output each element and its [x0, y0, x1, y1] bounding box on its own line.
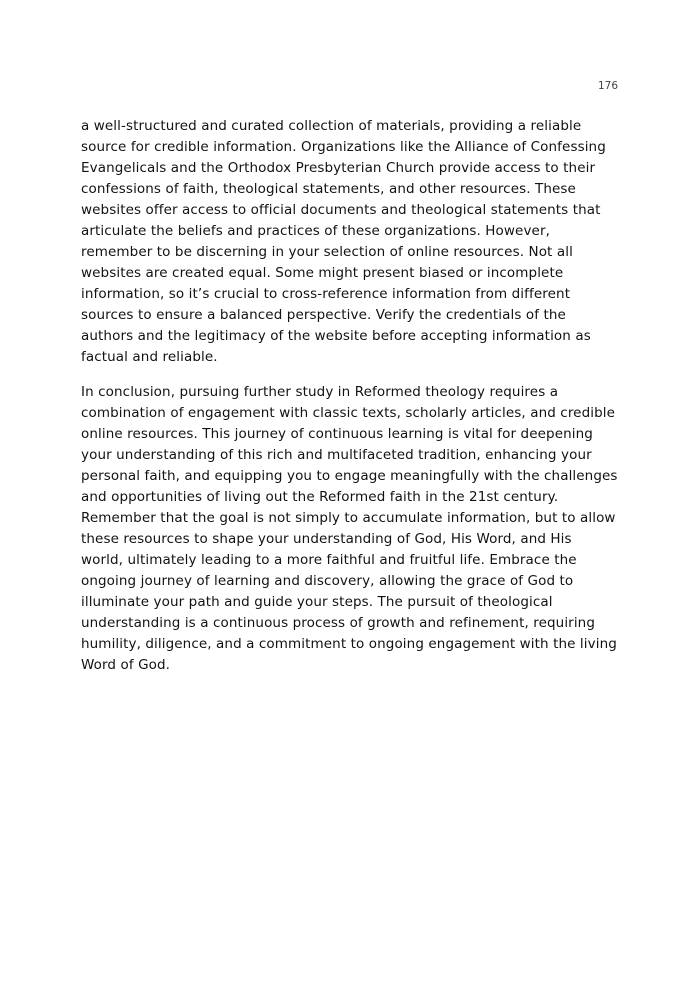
page-number: 176	[597, 80, 618, 92]
paragraph: a well-structured and curated collection of materials, providing a reliable source for credible information. Organizations like the Alliance of Confessing Evangelicals and the Orthodox Presbyterian Church provide access to their confessions of faith, theological statements, and other resources. These websites offer access to official documents and theological statements that articulate the beliefs and practices of these organizations. However, remember to be discerning in your selection of online resources. Not all websites are created equal. Some might present biased or incomplete information, so it’s crucial to cross-reference information from different sources to ensure a balanced perspective. Verify the credentials of the authors and the legitimacy of the website before accepting information as factual and reliable.	[81, 118, 606, 365]
page-body-text	[81, 116, 618, 676]
paragraph: In conclusion, pursuing further study in Reformed theology requires a combination of engagement with classic texts, scholarly articles, and credible online resources. This journey of continuous learning is vital for deepening your understanding of this rich and multifaceted tradition, enhancing your personal faith, and equipping you to engage meaningfully with the challenges and opportunities of living out the Reformed faith in the 21st century. Remember that the goal is not simply to accumulate information, but to allow these resources to shape your understanding of God, His Word, and His world, ultimately leading to a more faithful and fruitful life. Embrace the ongoing journey of learning and discovery, allowing the grace of God to illuminate your path and guide your steps. The pursuit of theological understanding is a continuous process of growth and refinement, requiring humility, diligence, and a commitment to ongoing engagement with the living Word of God.	[81, 384, 618, 673]
